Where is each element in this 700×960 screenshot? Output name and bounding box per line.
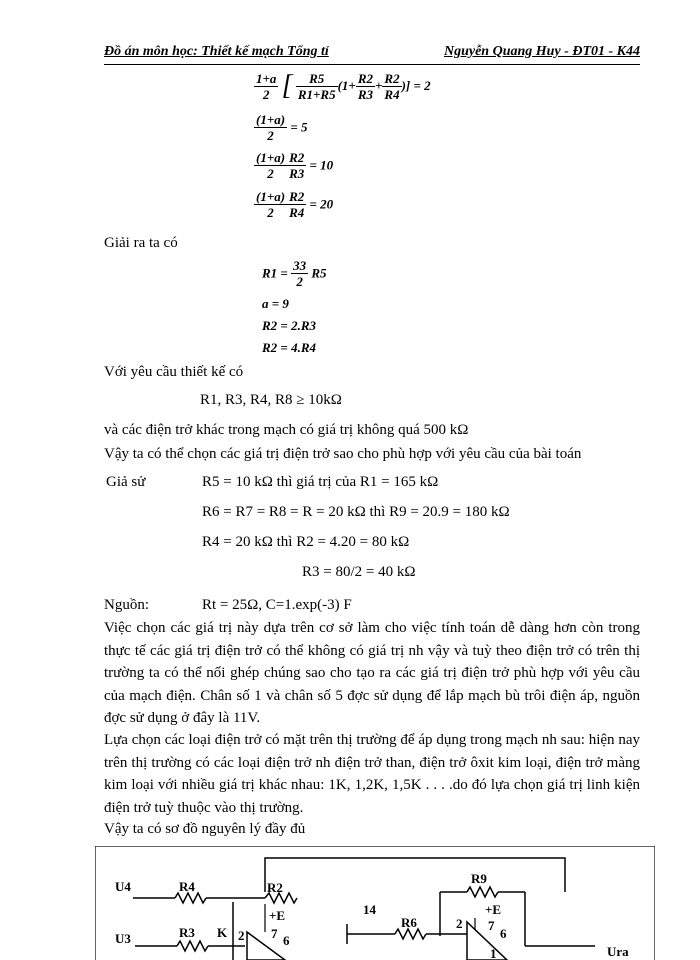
label-ura: Ura — [607, 944, 629, 959]
assume-line-4: R3 = 80/2 = 40 kΩ — [302, 564, 416, 580]
solution-1 — [262, 258, 327, 289]
resistor-r9 — [467, 887, 498, 897]
choose-line: Vậy ta có thể chọn các giá trị điện trở sao cho phù hợp với yêu cầu của bài toán — [104, 446, 582, 462]
fraction — [254, 71, 278, 102]
eq-text: = 10 — [309, 157, 334, 173]
denominator: 2 — [262, 86, 270, 102]
eq-text: (1+ — [337, 78, 356, 93]
pin-7: 7 — [271, 926, 278, 941]
paragraph-1: Việc chọn các giá trị này dựa trên cơ sở làm cho việc tính toán dễ dàng hơn còn trong thực tế các giá trị điện trở có thể không có giá trị nh vậy và tuỳ theo điện trở có trên thị trường ta có thể nối ghép chúng sao cho tạo ra các giá trị điện trở phù hợp với yêu cầu của mạch điện. Chân số 1 và chân số 5 đợc sử dụng để lắp mạch bù trôi điện áp, nguồn đợc sử dụng ở đây là 11V. — [104, 620, 640, 726]
solve-label: Giải ra ta có — [104, 235, 178, 251]
solution-2: a = 9 — [262, 296, 289, 311]
denominator: 2 — [267, 128, 274, 143]
denominator: R1+R5 — [297, 86, 336, 102]
denominator: 2 — [267, 205, 274, 220]
assume-line-1: R5 = 10 kΩ thì giá trị của R1 = 165 kΩ — [202, 474, 439, 490]
pin-2: 2 — [238, 928, 245, 943]
pin-7b: 7 — [488, 918, 495, 933]
label-r6: R6 — [401, 915, 417, 930]
header-right: Nguyễn Quang Huy - ĐT01 - K44 — [443, 44, 640, 59]
label-r9: R9 — [471, 871, 487, 886]
pin-2b: 2 — [456, 916, 463, 931]
label-u3: U3 — [115, 931, 131, 946]
eq-text: + — [375, 78, 383, 93]
design-requirement: Với yêu cầu thiết kế có — [104, 364, 244, 380]
equation-1 — [254, 70, 431, 102]
source-label: Nguồn: — [104, 597, 149, 613]
fraction — [296, 71, 338, 102]
denominator: 2 — [267, 166, 274, 181]
equation-4 — [254, 189, 333, 220]
page-header — [104, 44, 640, 65]
label-e1: +E — [269, 908, 286, 923]
feedback-wire — [265, 858, 565, 892]
eq-text: )] = 2 — [401, 78, 431, 93]
other-resistors: và các điện trở khác trong mạch có giá trị không quá 500 kΩ — [104, 422, 469, 438]
solution-3: R2 = 2.R3 — [262, 318, 316, 333]
label-r2: R2 — [267, 880, 283, 895]
resistor-r6 — [395, 929, 426, 939]
label-u4: U4 — [115, 879, 131, 894]
numerator: R5 — [296, 71, 338, 87]
numerator: (1+a) — [256, 112, 286, 127]
assume-label: Giả sử — [106, 474, 146, 490]
label-e2: +E — [485, 902, 502, 917]
eq-text: R1 = — [262, 265, 288, 281]
circuit-diagram — [95, 846, 655, 960]
numerator: R2 — [289, 150, 305, 165]
denominator: R3 — [357, 86, 373, 102]
equation-3 — [254, 150, 333, 181]
resistor-r4 — [175, 893, 206, 903]
numerator: R2 — [357, 70, 373, 86]
requirement-line: R1, R3, R4, R8 ≥ 10kΩ — [200, 392, 342, 408]
label-r3: R3 — [179, 925, 195, 940]
denominator: R4 — [384, 86, 400, 102]
label-14: 14 — [363, 902, 376, 917]
bracket-open: [ — [281, 70, 293, 101]
numerator: 33 — [293, 258, 307, 273]
label-k: K — [217, 925, 228, 940]
fraction — [356, 71, 375, 102]
solution-4: R2 = 4.R4 — [262, 340, 316, 355]
eq-text: = 20 — [309, 196, 334, 212]
assume-line-2: R6 = R7 = R8 = R = 20 kΩ thì R9 = 20.9 = 180 kΩ — [202, 504, 510, 520]
paragraph-2: Lựa chọn các loại điện trở có mặt trên thị trường để áp dụng trong mạch nh sau: hiện nay trên thị trường có các loại điện trở nh điện trở than, điện trở ôxit kim loại, điện trở màng kim loại với nhiều giá trị khác nhau: 1K, 1,2K, 1,5K . . . .do đó lựa chọn giá trị linh kiện điện trở tuỳ thuộc vào thị trường. — [104, 732, 640, 816]
opamp-1 — [247, 932, 285, 960]
numerator: (1+a) — [256, 150, 286, 165]
closing-line: Vậy ta có sơ đồ nguyên lý đầy đủ — [104, 821, 306, 837]
pin-6: 6 — [283, 933, 290, 948]
denominator: 2 — [296, 274, 303, 289]
numerator: R2 — [384, 70, 400, 86]
source-value: Rt = 25Ω, C=1.exp(-3) F — [202, 597, 352, 613]
numerator: (1+a) — [256, 189, 286, 204]
denominator: R4 — [289, 205, 305, 220]
equation-2 — [254, 112, 308, 143]
pin-6b: 6 — [500, 926, 507, 941]
label-r4: R4 — [179, 879, 195, 894]
assume-line-3: R4 = 20 kΩ thì R2 = 4.20 = 80 kΩ — [202, 534, 410, 550]
denominator: R3 — [289, 166, 305, 181]
fraction — [382, 71, 401, 102]
numerator: 1+a — [256, 70, 277, 86]
numerator: R2 — [289, 189, 305, 204]
pin-1: 1 — [490, 946, 497, 960]
eq-text: R5 — [311, 265, 327, 281]
resistor-r3 — [177, 941, 208, 951]
eq-text: = 5 — [290, 119, 308, 135]
header-left: Đồ án môn học: Thiết kế mạch Tổng tỉ — [104, 44, 329, 59]
